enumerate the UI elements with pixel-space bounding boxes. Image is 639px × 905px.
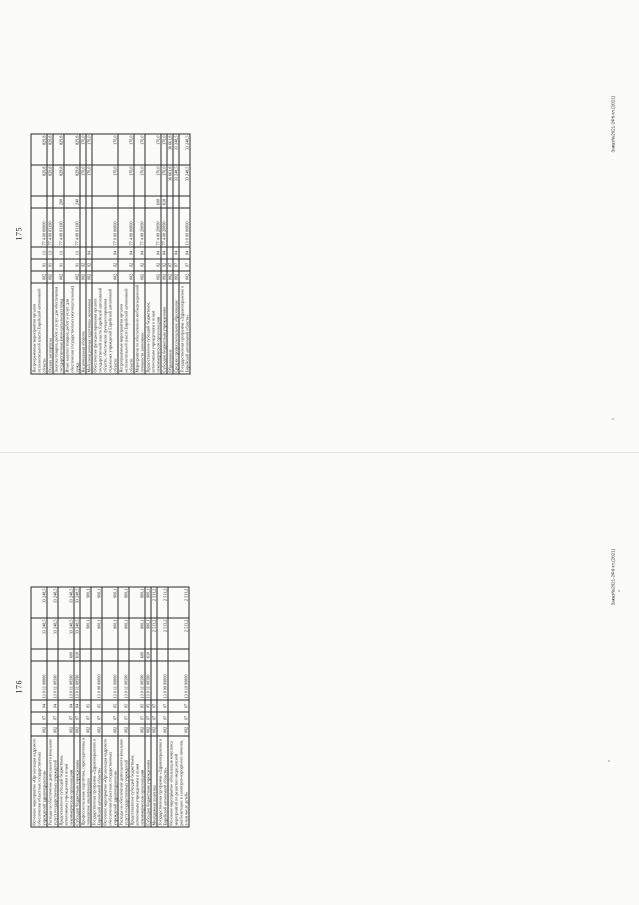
cell-ved: 002	[31, 724, 47, 736]
cell-art: 13 0 00 00000	[179, 208, 190, 247]
budget-table	[30, 586, 189, 827]
cell-rz: 07	[129, 712, 145, 724]
cell-pr: 05	[118, 700, 129, 712]
cell-name: Расходы на обеспечение деятельности (оказание услуг) государственных учреждений	[47, 736, 58, 827]
cell-s2: 170,0	[134, 134, 145, 165]
cell-pr: 13	[31, 247, 47, 259]
table-row	[86, 134, 92, 374]
cell-pr: 05	[145, 700, 151, 712]
cell-vr	[118, 649, 129, 661]
cell-s1: 2 513,2	[168, 618, 189, 649]
cell-pr: 04	[92, 247, 118, 259]
cell-ved: 002	[161, 271, 167, 283]
cell-pr: 04	[161, 247, 167, 259]
table-row	[167, 134, 173, 374]
cell-rz: 07	[179, 259, 190, 271]
cell-s2: 900,1	[129, 587, 145, 618]
cell-pr: 05	[129, 700, 145, 712]
cell-pr: 07	[168, 700, 189, 712]
cell-pr: 05	[80, 700, 91, 712]
cell-vr	[134, 196, 145, 208]
cell-name: Образование	[167, 283, 173, 374]
cell-vr	[86, 196, 92, 208]
cell-name: Непрограммные мероприятия органов исполнительной власти Еврейской автономной области	[31, 283, 47, 374]
cell-vr	[31, 649, 47, 661]
cell-vr	[31, 196, 47, 208]
table-row	[168, 587, 189, 827]
cell-ved: 002	[80, 724, 91, 736]
table-row	[31, 134, 47, 374]
cell-pr: 04	[58, 700, 74, 712]
cell-s2: 829,8	[53, 134, 64, 165]
cell-vr	[47, 649, 58, 661]
cell-ved: 002	[118, 724, 129, 736]
cell-s1: 900,1	[102, 618, 118, 649]
cell-ved: 002	[179, 271, 190, 283]
cell-vr: 610	[74, 649, 80, 661]
cell-pr: 04	[179, 247, 190, 259]
cell-vr: 600	[129, 649, 145, 661]
scan-speck	[618, 590, 620, 592]
cell-s1: 900,1	[91, 618, 102, 649]
cell-art: 77 4 00 03190	[64, 208, 80, 247]
cell-pr: 04	[145, 247, 161, 259]
cell-vr	[102, 649, 118, 661]
cell-name: Государственная программа «Здравоохранение в Еврейской автономной области»	[91, 736, 102, 827]
cell-name: Основное мероприятие «Организация кадрового обеспечения областных государственных учреждений здравоохранения»	[31, 736, 47, 827]
cell-ved: 002	[86, 271, 92, 283]
cell-art: 77 4 00 20090	[145, 208, 161, 247]
cell-s2: 829,8	[47, 134, 53, 165]
cell-s2: 170,0	[161, 134, 167, 165]
cell-s1: 33 248,5	[179, 165, 190, 196]
cell-rz: 02	[86, 259, 92, 271]
cell-art	[86, 208, 92, 247]
cell-rz: 07	[102, 712, 118, 724]
cell-rz: 07	[80, 712, 91, 724]
cell-name: Иные закупки товаров, работ и услуг для обеспечения государственных (муниципальных) нужд	[64, 283, 80, 374]
table-row	[53, 134, 64, 374]
cell-pr: 04	[173, 247, 179, 259]
cell-pr: 04	[86, 247, 92, 259]
cell-ved: 002	[74, 724, 80, 736]
cell-s2: 33 248,5	[179, 134, 190, 165]
cell-rz: 02	[161, 259, 167, 271]
cell-vr: 600	[145, 196, 161, 208]
page-175-rotated-content	[0, 0, 639, 452]
cell-s1: 900,1	[118, 618, 129, 649]
table-row	[173, 134, 179, 374]
cell-pr: 04	[74, 700, 80, 712]
cell-art: 13 0 11 00000	[31, 661, 47, 700]
cell-name: Профессиональная подготовка, переподготовка и повышение квалификации	[80, 737, 90, 825]
cell-s1: 36 661,8	[167, 165, 173, 196]
cell-art: 13 0 11 00590	[74, 661, 80, 700]
table-row	[145, 134, 161, 374]
cell-vr	[80, 649, 91, 661]
table-row	[80, 587, 91, 827]
cell-vr	[80, 196, 86, 208]
cell-vr	[47, 196, 53, 208]
cell-pr: 13	[64, 247, 80, 259]
cell-vr: 600	[58, 649, 74, 661]
table-row	[161, 134, 167, 374]
cell-art: 77 0 00 00000	[92, 208, 118, 247]
table-row	[118, 587, 129, 827]
cell-ved: 002	[145, 724, 151, 736]
cell-s1: 829,8	[53, 165, 64, 196]
cell-s1: 33 248,5	[58, 618, 74, 649]
table-row	[80, 134, 86, 374]
cell-art: 13 0 11 00590	[118, 661, 129, 700]
cell-rz: 07	[31, 712, 47, 724]
cell-s2: 33 248,5	[58, 587, 74, 618]
cell-ved: 002	[47, 271, 53, 283]
cell-rz: 07	[58, 712, 74, 724]
cell-vr	[167, 196, 173, 208]
cell-name: Среднее профессиональное образование	[173, 283, 179, 374]
cell-s1: 33 248,5	[47, 618, 58, 649]
cell-ved: 002	[134, 271, 145, 283]
table-row	[102, 587, 118, 827]
cell-name: Обеспечение функционирования органов государственной власти Еврейской автономной области, обеспечение функционирования отдельных учреждений Еврейской автономной области	[92, 283, 118, 374]
footer-code: Заказ№2021-2ФК-гл.(2021)	[610, 548, 615, 605]
cell-pr: 04	[118, 247, 134, 259]
cell-ved: 002	[64, 271, 80, 283]
cell-art	[80, 661, 91, 700]
cell-name: Расходы на обеспечение деятельности (оказание услуг) государственных учреждений	[118, 736, 129, 827]
cell-s2: 33 248,5	[74, 587, 80, 618]
cell-s2: 829,8	[31, 134, 47, 165]
cell-pr: 05	[102, 700, 118, 712]
cell-ved: 002	[157, 724, 168, 736]
cell-ved: 002	[167, 271, 173, 283]
cell-name: Субсидии бюджетным учреждениям	[145, 736, 151, 827]
table-row	[151, 587, 157, 827]
cell-vr	[157, 649, 168, 661]
cell-rz: 07	[118, 712, 129, 724]
cell-ved: 002	[91, 724, 102, 736]
cell-s2: 900,1	[145, 587, 151, 618]
cell-vr	[173, 196, 179, 208]
cell-ved: 002	[58, 724, 74, 736]
cell-ved: 002	[151, 724, 157, 736]
cell-pr: 07	[151, 700, 157, 712]
cell-art	[151, 661, 157, 700]
table-row	[92, 134, 118, 374]
cell-name: Предоставление субсидий бюджетным, автономным учреждениям и иным некоммерческим организациям	[58, 736, 74, 827]
page-number: 176	[14, 679, 23, 693]
cell-s2: 33 248,5	[31, 587, 47, 618]
cell-rz: 07	[91, 712, 102, 724]
cell-pr: 04	[31, 700, 47, 712]
cell-pr: 05	[91, 700, 102, 712]
cell-s1: 900,1	[145, 618, 151, 649]
cell-s1: 33 248,5	[74, 618, 80, 649]
cell-art: 13 0 00 00000	[157, 661, 168, 700]
cell-vr	[151, 649, 157, 661]
cell-s2: 2 513,2	[157, 587, 168, 618]
cell-art	[173, 208, 179, 247]
cell-ved: 002	[80, 271, 86, 283]
cell-art: 77 4 00 00000	[31, 208, 47, 247]
cell-s2: 170,0	[86, 134, 92, 165]
cell-name: Мероприятия по обеспечению мобилизационной готовности экономики	[134, 284, 144, 372]
cell-name: Молодежная политика	[151, 736, 157, 827]
table-row	[129, 587, 145, 827]
cell-rz: 07	[173, 259, 179, 271]
cell-s1: 170,0	[161, 165, 167, 196]
cell-vr: 610	[145, 649, 151, 661]
cell-vr: 240	[64, 196, 80, 208]
cell-vr	[118, 196, 134, 208]
cell-pr	[80, 247, 86, 259]
cell-rz: 02	[80, 259, 86, 271]
cell-pr: 07	[157, 700, 168, 712]
cell-rz: 02	[134, 259, 145, 271]
cell-s2: 829,8	[64, 134, 80, 165]
cell-name: Государственная программа «Здравоохранение в Еврейской автономной области»	[179, 283, 190, 374]
cell-s1: 170,0	[134, 165, 145, 196]
cell-s1: 900,1	[80, 618, 91, 649]
cell-s2: 170,0	[80, 134, 86, 165]
table-row	[118, 134, 134, 374]
cell-art: 13 0 10 00000	[168, 661, 189, 700]
cell-name: Мобилизационная подготовка экономики	[86, 283, 92, 374]
cell-vr	[168, 649, 189, 661]
scan-speck	[608, 760, 610, 762]
cell-s2: 2 513,2	[151, 587, 157, 618]
page-176-rotated-content	[0, 453, 639, 905]
cell-name: Основное мероприятие «Организация кадрового обеспечения областных государственных учреждений здравоохранения»	[102, 736, 118, 827]
cell-s2: 900,1	[102, 587, 118, 618]
cell-ved: 002	[118, 271, 134, 283]
cell-rz: 02	[92, 259, 118, 271]
cell-s2: 900,1	[118, 587, 129, 618]
cell-art: 77 4 00 20090	[134, 208, 145, 247]
cell-art: 77 4 00 20090	[161, 208, 167, 247]
cell-rz: 07	[167, 259, 173, 271]
cell-vr	[179, 196, 190, 208]
cell-rz: 07	[47, 712, 58, 724]
table-row	[145, 587, 151, 827]
cell-ved: 002	[102, 724, 118, 736]
table-row	[74, 587, 80, 827]
cell-name: Основное мероприятие «Реализация комплекса мероприятий по развитию медицинской реабилитации и санаторно-курортного лечения, в том числе детей»	[168, 736, 189, 827]
cell-name: Предоставление субсидий бюджетным, автономным учреждениям и иным некоммерческим организациям	[145, 283, 161, 374]
cell-s1: 33 248,5	[31, 618, 47, 649]
cell-name: Субсидии бюджетным учреждениям	[161, 283, 167, 374]
cell-art: 13 0 11 00590	[58, 661, 74, 700]
cell-rz: 07	[74, 712, 80, 724]
table-row	[58, 587, 74, 827]
cell-s2: 900,1	[80, 587, 91, 618]
cell-rz: 01	[47, 259, 53, 271]
cell-art: 13 0 11 00590	[145, 661, 151, 700]
cell-art: 77 4 00 00000	[118, 208, 134, 247]
cell-rz: 07	[145, 712, 151, 724]
cell-ved: 002	[47, 724, 58, 736]
cell-rz: 01	[31, 259, 47, 271]
cell-art: 77 4 00 03190	[53, 208, 64, 247]
cell-name: Закупка товаров, работ и услуг для обеспечения государственных (муниципальных) нужд	[53, 283, 64, 374]
cell-s2: 2 513,2	[168, 587, 189, 618]
footer-code: Заказ№2021-2ФК-гл.(2021)	[610, 95, 615, 152]
cell-s1: 170,0	[92, 165, 118, 196]
cell-ved: 002	[145, 271, 161, 283]
cell-s1: 829,8	[64, 165, 80, 196]
cell-rz: 02	[145, 259, 161, 271]
cell-ved: 002	[31, 271, 47, 283]
table-row	[91, 587, 102, 827]
cell-pr	[167, 247, 173, 259]
cell-pr: 04	[47, 700, 58, 712]
cell-s1: 33 248,5	[173, 165, 179, 196]
cell-art: 13 0 00 00000	[91, 661, 102, 700]
cell-s1: 170,0	[118, 165, 134, 196]
cell-rz: 01	[53, 259, 64, 271]
cell-s2: 170,0	[92, 134, 118, 165]
cell-pr: 13	[53, 247, 64, 259]
cell-s1: 170,0	[80, 165, 86, 196]
cell-s1: 2 513,2	[157, 618, 168, 649]
cell-ved: 002	[168, 724, 189, 736]
cell-rz: 07	[151, 712, 157, 724]
table-row	[47, 134, 53, 374]
cell-s1: 900,1	[129, 618, 145, 649]
table-row	[31, 587, 47, 827]
cell-rz: 07	[168, 712, 189, 724]
page-176	[0, 453, 639, 905]
table-row	[179, 134, 190, 374]
page-175	[0, 0, 639, 452]
cell-name: Государственная программа «Здравоохранение в Еврейской автономной области»	[157, 736, 168, 827]
cell-ved: 002	[92, 271, 118, 283]
cell-vr: 610	[161, 196, 167, 208]
cell-s2: 170,0	[145, 134, 161, 165]
cell-vr: 200	[53, 196, 64, 208]
cell-s1: 2 513,2	[151, 618, 157, 649]
cell-s1: 829,8	[31, 165, 47, 196]
cell-rz: 07	[157, 712, 168, 724]
cell-rz: 01	[64, 259, 80, 271]
cell-ved: 002	[173, 271, 179, 283]
cell-art: 13 0 11 00590	[47, 661, 58, 700]
table-row	[157, 587, 168, 827]
cell-ved: 002	[53, 271, 64, 283]
cell-name: Непрограммные мероприятия органов исполнительной власти Еврейской автономной области	[118, 283, 134, 374]
cell-s1: 170,0	[86, 165, 92, 196]
cell-name: Национальная оборона	[80, 283, 86, 374]
cell-art: 13 0 11 00000	[102, 661, 118, 700]
cell-ved: 002	[129, 724, 145, 736]
cell-name: Субсидии бюджетным учреждениям	[74, 736, 80, 827]
cell-name: Оплата экспертизы	[47, 283, 53, 374]
cell-s2: 900,1	[91, 587, 102, 618]
budget-table	[30, 133, 190, 374]
cell-art: 77 4 00 03190	[47, 208, 53, 247]
cell-pr: 04	[134, 247, 145, 259]
page-number: 175	[14, 226, 23, 240]
cell-name: Предоставление субсидий бюджетным, автономным учреждениям и иным некоммерческим организациям	[129, 736, 145, 827]
cell-pr: 13	[47, 247, 53, 259]
cell-vr	[92, 196, 118, 208]
cell-s1: 170,0	[145, 165, 161, 196]
cell-art	[167, 208, 173, 247]
cell-rz: 02	[118, 259, 134, 271]
cell-s1: 829,8	[47, 165, 53, 196]
cell-s2: 33 248,5	[47, 587, 58, 618]
table-row	[134, 134, 145, 374]
cell-vr	[91, 649, 102, 661]
table-row	[47, 587, 58, 827]
cell-art: 13 0 11 00590	[129, 661, 145, 700]
table-row	[64, 134, 80, 374]
cell-art	[80, 208, 86, 247]
cell-s2: 170,0	[118, 134, 134, 165]
cell-s2: 33 248,5	[173, 134, 179, 165]
cell-s2: 36 661,8	[167, 134, 173, 165]
scan-speck	[612, 418, 614, 420]
